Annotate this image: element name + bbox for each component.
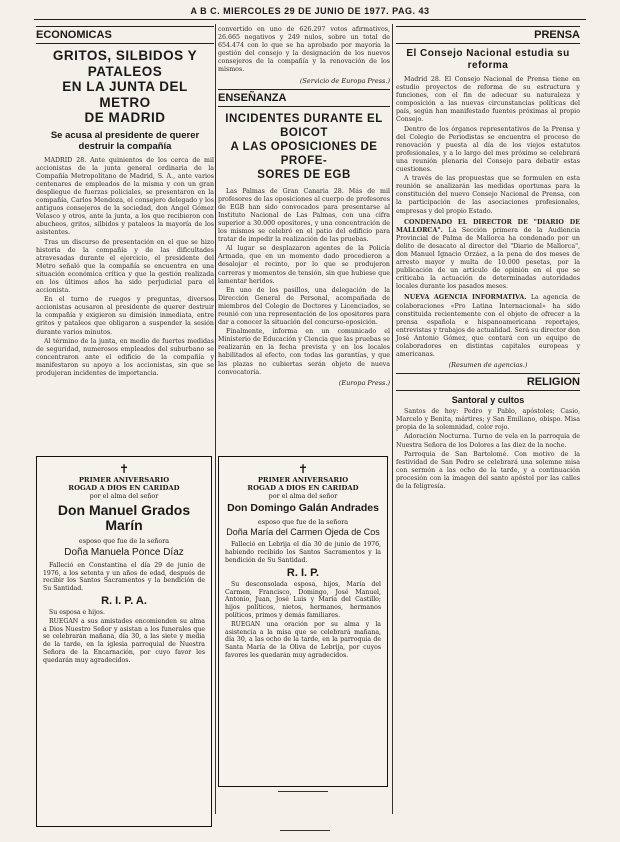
obit-spouse: Doña Manuela Ponce Díaz <box>64 546 184 558</box>
paragraph: Santos de hoy: Pedro y Pablo, apóstoles; Casio, Marcelo y Benita, mártires; y San Emiliano, obispo. Misa propia de la solemnidad, color rojo. <box>396 408 580 432</box>
continued-article <box>218 26 390 75</box>
obit-por-el-alma: por el alma del señor <box>268 492 338 500</box>
paragraph: En uno de los pasillos, una delegación de la Dirección General de Personal, acompañada de miembros del Colegio de Doctores y Licenciados, se reunió con una representación de los opositores para dar a conocer la situación del concurso-oposición. <box>218 286 390 327</box>
news-agencia <box>396 294 580 359</box>
news-text: La Sección primera de la Audiencia Provincial de Palma de Mallorca ha condenado por un delito de desacato al director del "Diario de Mallorca", don Manuel Ignacio Orzáez, a la pena de dos meses de arresto mayor y multa de 10.000 pesetas, por la publicación de un artículo de opinión en el que se criticaba la actuación de determinadas autoridades locales durante los pasados meses. <box>396 226 580 291</box>
paragraph: MADRID 28. Ante quinientos de los cerca de mil accionistas de la junta general ordinaria de la Compañía Metropolitano de Madrid, S. A., ante varios centenares de empleados de la misma y con un gran despliegue de fuerzas policiales, se presentaron en la compañía, Carlos Mendoza, el consejero delegado y los antiguos consejeros de la sociedad, don Angel Gómez Velasco y otros, ante la junta, a los que recibieron con abucheos, gritos, silbidos y pataleos la mayoría de los asistentes. <box>36 156 214 237</box>
obit-spouse: Doña María del Carmen Ojeda de Cos <box>226 526 380 537</box>
paragraph: Parroquia de San Bartolomé. Con motivo de la festividad de San Pedro se celebrará una solemne misa con sermón a las ocho de la tarde, y a continuación procesión con la imagen del santo apóstol por las calles de la feligresía. <box>396 450 580 491</box>
subhead-santoral: Santoral y cultos <box>451 395 525 406</box>
headline-line: EN LA JUNTA DEL METRO <box>62 79 188 110</box>
headline-metro <box>36 48 214 126</box>
cross-icon: ✝ <box>118 462 130 476</box>
section-label-prensa: PRENSA <box>396 26 580 44</box>
column-ensenanza <box>218 26 390 391</box>
obit-title: PRIMER ANIVERSARIO <box>257 476 349 484</box>
obit-name: Don Manuel Grados Marín <box>57 502 191 534</box>
obituary-grados <box>36 456 212 827</box>
paragraph: Dentro de los órganos representativos de la Prensa y del Colegio de Periodistas se encuentra el proceso de renovación y puesta al día de los viejos estatutos profesionales, y a lo largo del mes próximo se celebrará una reunión plenaria del Consejo para debatir estas cuestiones. <box>396 125 580 174</box>
column-economicas <box>36 26 214 380</box>
article-boicot-body <box>218 188 390 377</box>
headline-boicot <box>218 112 390 182</box>
credit-agencias: (Resumen de agencias.) <box>448 361 528 370</box>
credit-europa-press: (Servicio de Europa Press.) <box>299 76 390 85</box>
obit-name: Don Domingo Galán Andrades <box>227 502 379 514</box>
headline-line: SORES DE EGB <box>257 168 351 181</box>
credit-europa-press-2: (Europa Press.) <box>338 378 390 387</box>
top-rule <box>34 19 586 20</box>
column-rule-1 <box>215 24 216 814</box>
obit-esposo: esposo que fue de la señora <box>257 517 349 526</box>
obit-paragraph: RUEGAN una oración por su alma y la asistencia a la misa que se celebrará mañana, día 30, a las ocho de la tarde, en la parroquia de Santa María de la Oliva de Lebrija, por cuyos favores les quedarán muy agradecidos. <box>225 620 381 659</box>
paragraph: A través de las propuestas que se formulen en esta reunión se analizarán las medidas oportunas para la constitución del nuevo Consejo Nacional de Prensa, con la participación de las asociaciones profesionales, empresas y del propio Estado. <box>396 175 580 215</box>
headline-line: GRITOS, SILBIDOS Y PATALEOS <box>52 48 198 79</box>
obit-rip: R. I. P. A. <box>101 594 147 607</box>
headline-consejo: El Consejo Nacional estudia su reforma <box>406 48 570 71</box>
obit-rip: R. I. P. <box>286 566 320 579</box>
article-metro-body <box>36 157 214 379</box>
paragraph: Al término de la junta, en medio de fuertes medidas de seguridad, numerosos empleados del suburbano se concentraron ante el edificio de la compañía y manifestaron su apoyo a los accionistas, sin que se produjeran incidentes de importancia. <box>36 337 214 378</box>
obit-paragraph: Falleció en Lebrija el día 30 de junio de 1976, habiendo recibido los Santos Sacramentos y la bendición de Su Santidad. <box>225 541 381 565</box>
section-label-ensenanza: ENSEÑANZA <box>218 89 390 107</box>
paragraph: Madrid 28. El Consejo Nacional de Prensa tiene en estudio proyectos de reforma de su estructura y funciones, con el fin de adecuar su naturaleza y composición a las nuevas circunstancias políticas del país, según han manifestado fuentes próximas al propio Consejo. <box>396 76 580 124</box>
news-condenado <box>396 219 580 292</box>
bottom-divider <box>280 830 330 831</box>
divider <box>278 791 328 792</box>
paragraph: convertido en uno de 626.297 votos afirmativos, 26.665 negativos y 249 nulos, sobre un total de 654.474 con lo que se ha aprobado por mayoría la gestión del consejo y la designación de los nuevos consejeros de la compañía y la renovación de los mismos. <box>218 26 390 74</box>
obit-title: PRIMER ANIVERSARIO <box>78 476 170 484</box>
column-rule-2 <box>392 24 393 814</box>
paragraph: Finalmente, informa en un comunicado el Ministerio de Educación y Ciencia que las pruebas se realizarán en la fecha prevista y en los locales habilitados al efecto, con todas las garantías, y que las plazas no cubiertas serán objeto de nueva convocatoria. <box>218 328 390 376</box>
obit-text-2 <box>225 581 381 660</box>
obit-text-2 <box>43 609 205 665</box>
cross-icon: ✝ <box>297 462 309 476</box>
section-label-economicas: ECONOMICAS <box>36 26 214 44</box>
obit-esposo: esposo que fue de la señora <box>78 536 170 545</box>
obit-text <box>43 562 205 593</box>
paragraph: Tras un discurso de presentación en el que se hizo historia de la compañía y de las dificultades atravesadas durante el ejercicio, el presidente del Metro señaló que la compañía se encuentra en una situación económica crítica y que la gestión realizada en los últimos años ha sido perjudicial para el accionista. <box>36 238 214 295</box>
news-lead: NUEVA AGENCIA INFORMATIVA. <box>404 294 527 302</box>
obit-paragraph: Falleció en Constantina el día 29 de junio de 1976, a los setenta y un años de edad, después de recibir los Santos Sacramentos y la bendición de Su Santidad. <box>43 561 205 593</box>
article-santoral-body <box>396 408 580 491</box>
headline-line: INCIDENTES DURANTE EL BOICOT <box>225 112 383 139</box>
obit-text <box>225 541 381 564</box>
page-header: A B C. MIERCOLES 29 DE JUNIO DE 1977. PAG. 43 <box>190 6 430 16</box>
news-lead: CONDENADO EL DIRECTOR DE "DIARIO DE MALLORCA". <box>396 218 580 234</box>
column-prensa <box>396 26 580 493</box>
obit-rogad: ROGAD A DIOS EN CARIDAD <box>247 484 359 492</box>
obit-rogad: ROGAD A DIOS EN CARIDAD <box>68 484 180 492</box>
section-label-religion: RELIGION <box>396 373 580 391</box>
obit-paragraph: RUEGAN a sus amistades encomienden su alma a Dios Nuestro Señor y asistan a los funerales que se celebrarán mañana, día 30, a las siete y media de la tarde, en la iglesia parroquial de Nuestra Señora de la Encarnación, por cuyo favor les quedarán muy agradecidos. <box>43 617 205 664</box>
obit-por-el-alma: por el alma del señor <box>89 492 159 500</box>
obit-paragraph: Su desconsolada esposa, hijos, María del Carmen, Francisco, Domingo, José Manuel, Antonio, Juan, José Luis y María del Castillo; hijos políticos, nietos, hermanos, hermanos políticos, primos y demás familiares. <box>225 580 381 620</box>
article-consejo-body <box>396 76 580 216</box>
headline-line: DE MADRID <box>84 110 166 126</box>
headline-line: A LAS OPOSICIONES DE PROFE- <box>230 140 378 167</box>
obit-paragraph: Su esposa e hijos. <box>49 608 105 616</box>
paragraph: En el turno de ruegos y preguntas, diversos accionistas acusaron al presidente de querer destruir la compañía y exigieron su dimisión inmediata, entre gritos y pataleos que obligaron a suspender la sesión durante varios minutos. <box>36 296 214 336</box>
obituary-galan <box>218 456 388 796</box>
subhead-metro: Se acusa al presidente de querer destruir la compañía <box>50 129 200 152</box>
paragraph: Al lugar se desplazaron agentes de la Policía Armada, que en un momento dado procedieron a desalojar el recinto, por lo que se produjeron carreras y momentos de tensión, sin que hubiese que lamentar heridos. <box>218 245 390 285</box>
paragraph: Las Palmas de Gran Canaria 28. Más de mil profesores de las oposiciones al cuerpo de profesores de EGB han sido convocados para presentarse al Instituto Nacional de Las Palmas, con una cifra superior a 30.000 opositores, y una concentración de los mismos se celebró en el patio del edificio para tratar de impedir la realización de las pruebas. <box>218 187 390 244</box>
paragraph: Adoración Nocturna. Turno de vela en la parroquia de Nuestra Señora de los Dolores a las diez de la noche. <box>396 433 580 449</box>
news-text: La agencia de colaboraciones «Pro Latina Internacional» ha sido constituida recientemente con el objeto de ofrecer a la prensa española e hispanoamericana reportajes, entrevistas y trabajos de actualidad. Será su director don José Antonio Gómez, que contará con un equipo de colaboradores en distintas capitales europeas y americanas. <box>396 294 580 359</box>
